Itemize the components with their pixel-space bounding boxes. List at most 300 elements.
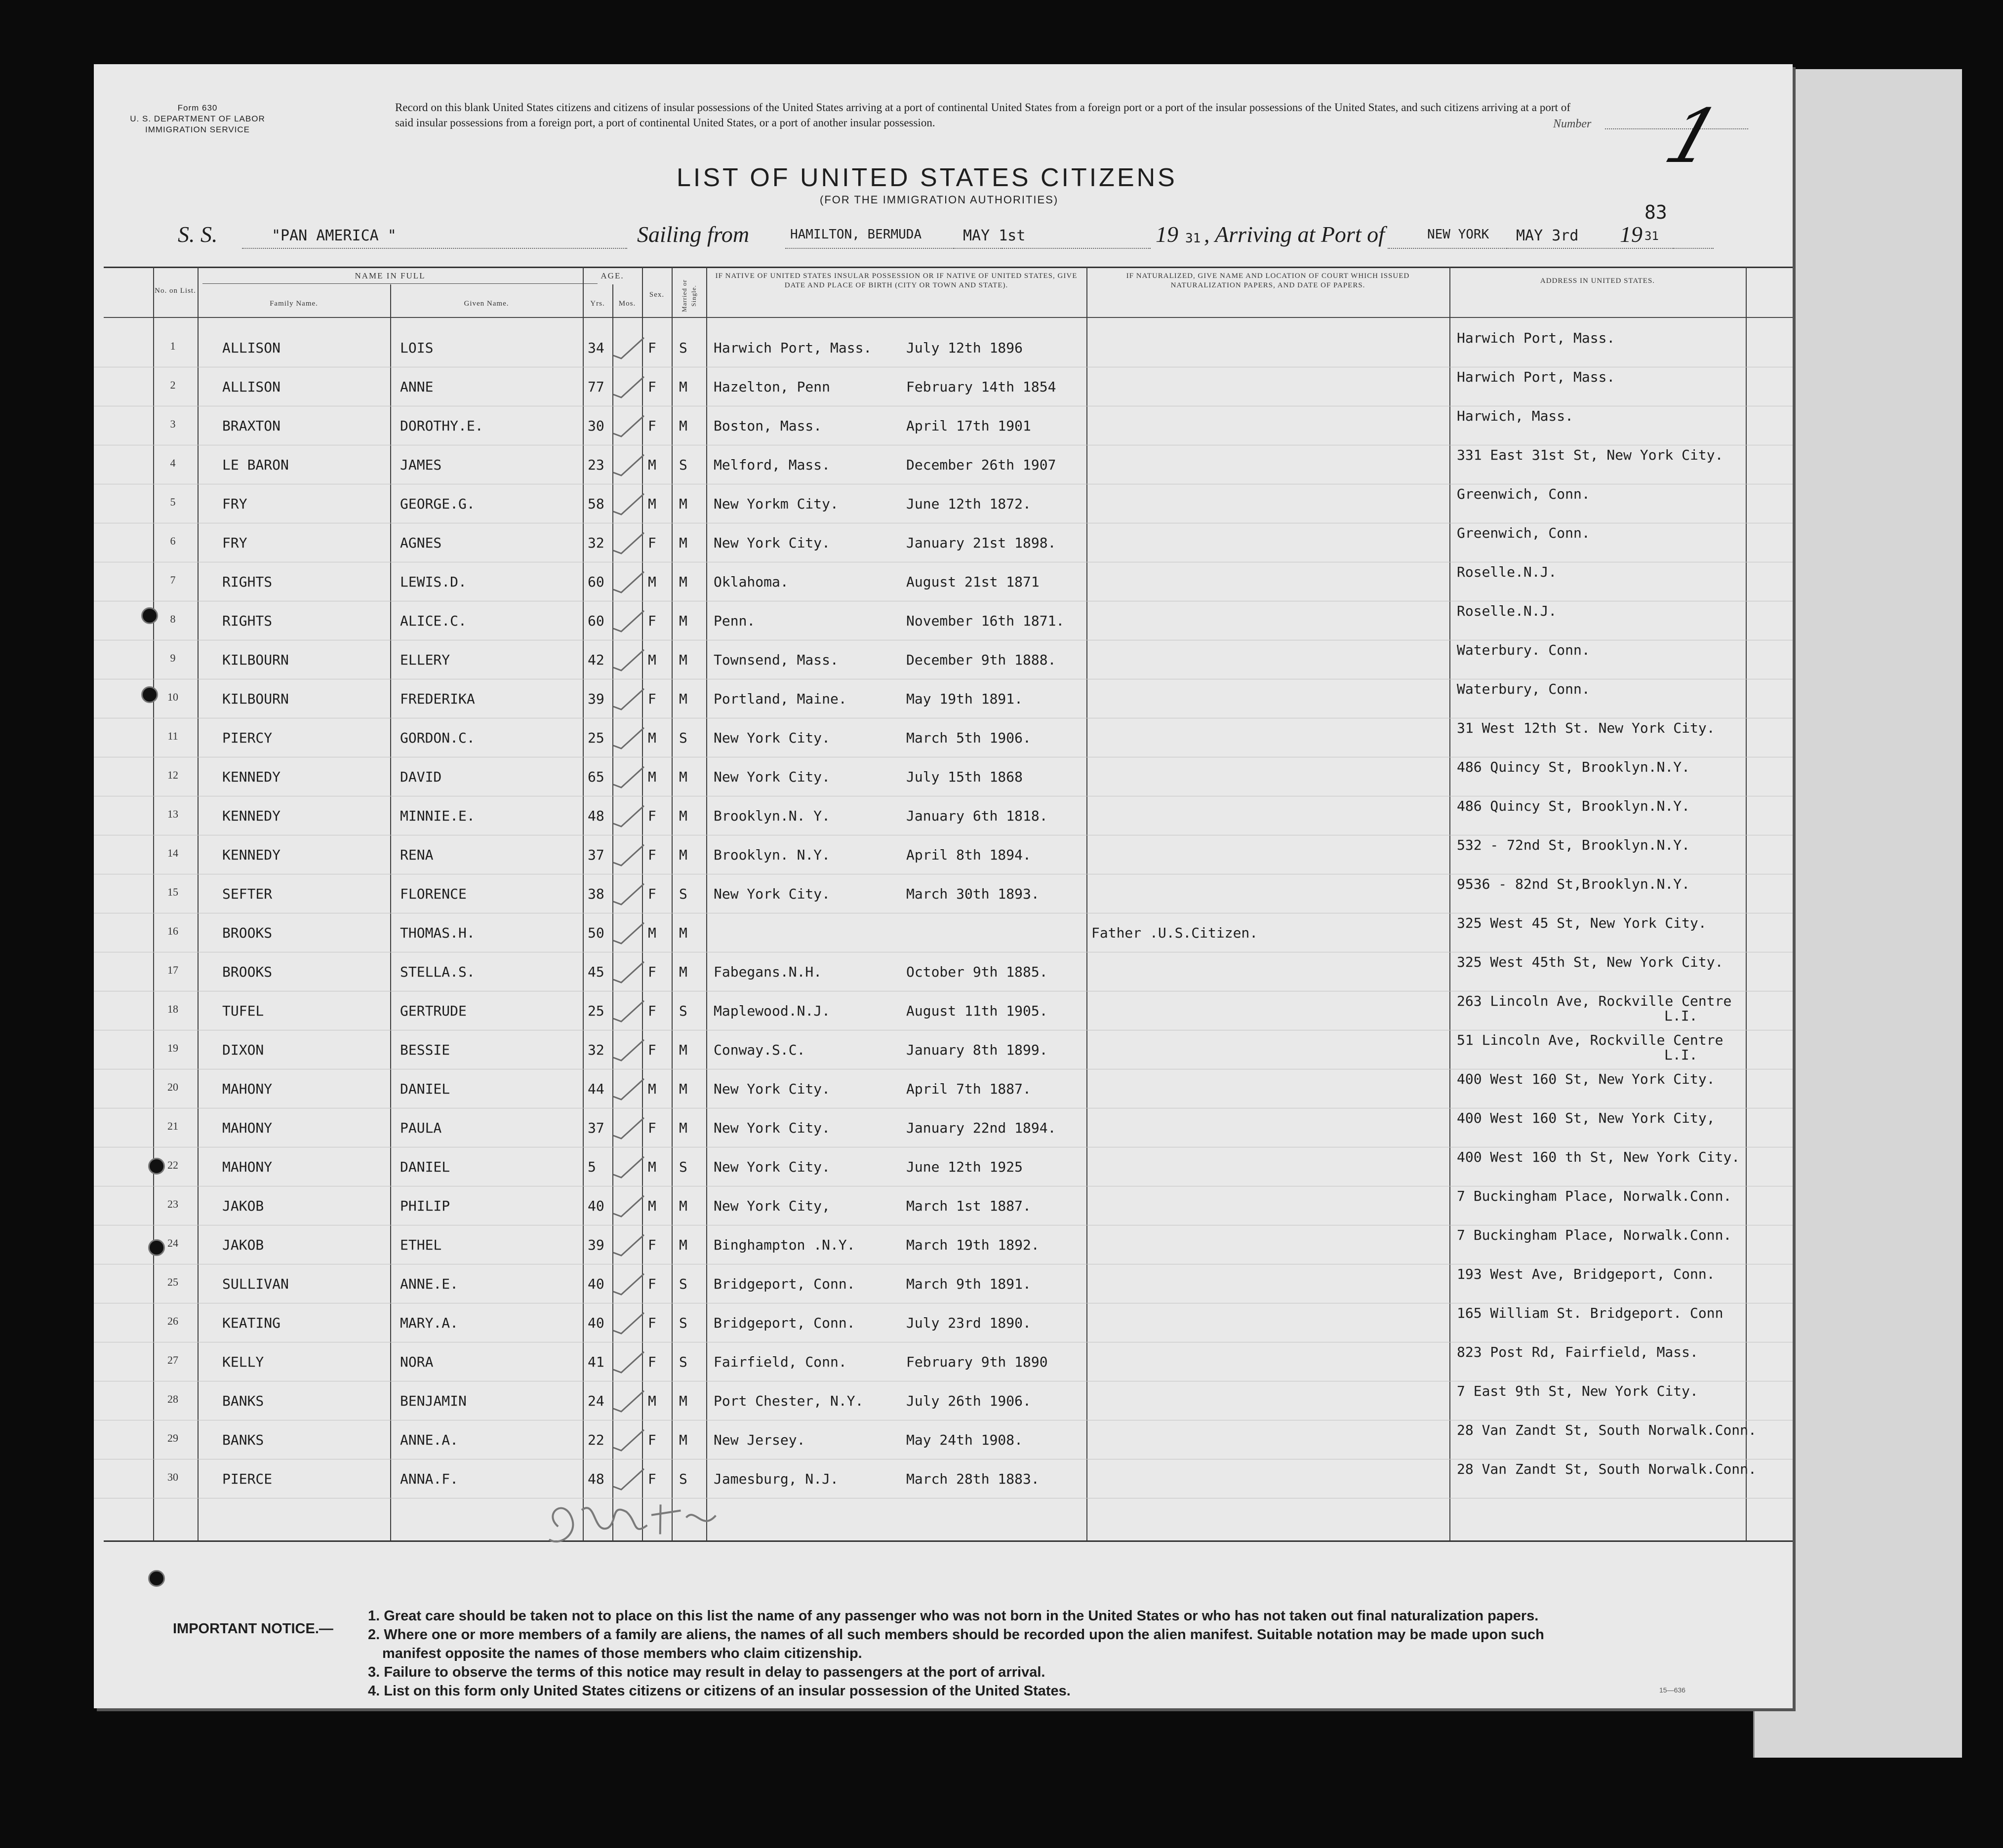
- given-name: MINNIE.E.: [400, 808, 475, 824]
- address: 532 - 72nd St, Brooklyn.N.Y.: [1457, 837, 1690, 853]
- col-sep-2: [198, 267, 199, 1540]
- marital-status: M: [679, 847, 687, 863]
- birth-date: April 17th 1901: [906, 418, 1031, 434]
- birth-place: New York City.: [714, 1081, 831, 1097]
- birth-place: Harwich Port, Mass.: [714, 340, 872, 356]
- col-yrs-header: Yrs.: [590, 300, 605, 308]
- sail-year: 31: [1185, 231, 1201, 246]
- col-mos-header: Mos.: [618, 300, 636, 308]
- sex: F: [648, 1237, 656, 1253]
- family-name: MAHONY: [222, 1120, 273, 1136]
- family-name: PIERCE: [222, 1471, 273, 1487]
- row-number: 10: [167, 691, 178, 703]
- age-years: 32: [588, 1042, 604, 1058]
- birth-date: July 15th 1868: [906, 769, 1023, 785]
- given-name: BENJAMIN: [400, 1393, 467, 1409]
- marital-status: M: [679, 769, 687, 785]
- department: U. S. DEPARTMENT OF LABOR: [130, 114, 265, 123]
- family-name: KEATING: [222, 1315, 281, 1331]
- marital-status: M: [679, 1081, 687, 1097]
- check-mark-icon: [611, 1233, 646, 1260]
- birth-place: New Jersey.: [714, 1432, 805, 1448]
- check-mark-icon: [611, 492, 646, 519]
- birth-place: Boston, Mass.: [714, 418, 822, 434]
- address: Waterbury. Conn.: [1457, 642, 1590, 658]
- birth-date: March 19th 1892.: [906, 1237, 1040, 1253]
- birth-place: Port Chester, N.Y.: [714, 1393, 864, 1409]
- row-number: 12: [167, 769, 178, 781]
- arrival-port: NEW YORK: [1427, 227, 1489, 242]
- age-years: 77: [588, 379, 604, 395]
- marital-status: S: [679, 340, 687, 356]
- marital-status: M: [679, 925, 687, 941]
- row-number: 27: [167, 1354, 178, 1366]
- given-name: BESSIE: [400, 1042, 450, 1058]
- table-header-rule: [104, 317, 1793, 318]
- family-name: RIGHTS: [222, 613, 273, 629]
- address: 165 William St. Bridgeport. Conn: [1457, 1305, 1723, 1321]
- marital-status: M: [679, 418, 687, 434]
- birth-date: August 21st 1871: [906, 574, 1040, 590]
- given-name: ETHEL: [400, 1237, 442, 1253]
- family-name: PIERCY: [222, 730, 273, 746]
- row-number: 14: [167, 847, 178, 859]
- sex: F: [648, 691, 656, 707]
- marital-status: S: [679, 1354, 687, 1370]
- given-name: STELLA.S.: [400, 964, 475, 980]
- given-name: NORA: [400, 1354, 434, 1370]
- marital-status: M: [679, 535, 687, 551]
- birth-date: June 12th 1925: [906, 1159, 1023, 1175]
- col-family-header: Family Name.: [270, 300, 318, 308]
- age-years: 32: [588, 535, 604, 551]
- marital-status: M: [679, 964, 687, 980]
- given-name: FREDERIKA: [400, 691, 475, 707]
- sex: M: [648, 652, 656, 668]
- address: Roselle.N.J.: [1457, 564, 1557, 580]
- family-name: BRAXTON: [222, 418, 281, 434]
- birth-place: New York City.: [714, 535, 831, 551]
- row-number: 9: [170, 652, 176, 664]
- birth-date: March 30th 1893.: [906, 886, 1040, 902]
- col-birth-header: IF NATIVE OF UNITED STATES INSULAR POSSESSION OR IF NATIVE OF UNITED STATES, GIVE DATE AND PLACE OF BIRTH (CITY OR TOWN AND STATE).: [715, 272, 1078, 289]
- birth-place: Penn.: [714, 613, 756, 629]
- age-years: 42: [588, 652, 604, 668]
- given-name: GERTRUDE: [400, 1003, 467, 1019]
- family-name: DIXON: [222, 1042, 264, 1058]
- family-name: KENNEDY: [222, 808, 281, 824]
- row-number: 23: [167, 1198, 178, 1210]
- col-sex-header: Sex.: [649, 291, 665, 299]
- check-mark-icon: [611, 999, 646, 1026]
- birth-place: New Yorkm City.: [714, 496, 839, 512]
- marital-status: S: [679, 886, 687, 902]
- birth-place: Conway.S.C.: [714, 1042, 805, 1058]
- check-mark-icon: [611, 1428, 646, 1455]
- address: 486 Quincy St, Brooklyn.N.Y.: [1457, 798, 1690, 814]
- family-name: BROOKS: [222, 964, 273, 980]
- address: Roselle.N.J.: [1457, 603, 1557, 619]
- name-sub-rule: [202, 283, 598, 284]
- check-mark-icon: [611, 1038, 646, 1065]
- row-number: 25: [167, 1276, 178, 1288]
- family-name: KILBOURN: [222, 652, 289, 668]
- address: 486 Quincy St, Brooklyn.N.Y.: [1457, 759, 1690, 775]
- birth-place: Oklahoma.: [714, 574, 789, 590]
- address: 263 Lincoln Ave, Rockville Centre: [1457, 993, 1732, 1009]
- marital-status: S: [679, 457, 687, 473]
- given-name: ALICE.C.: [400, 613, 467, 629]
- birth-date: February 9th 1890: [906, 1354, 1048, 1370]
- age-years: 58: [588, 496, 604, 512]
- family-name: BROOKS: [222, 925, 273, 941]
- col-sep-10: [1449, 267, 1450, 1540]
- sex: M: [648, 496, 656, 512]
- punch-hole: [148, 1570, 165, 1587]
- check-mark-icon: [611, 648, 646, 675]
- check-mark-icon: [611, 687, 646, 714]
- age-years: 39: [588, 1237, 604, 1253]
- age-years: 50: [588, 925, 604, 941]
- birth-place: New York City,: [714, 1198, 831, 1214]
- col-no-header: No. on List.: [155, 287, 196, 295]
- given-name: JAMES: [400, 457, 442, 473]
- family-name: MAHONY: [222, 1159, 273, 1175]
- punch-hole: [148, 1158, 165, 1175]
- birth-date: March 9th 1891.: [906, 1276, 1031, 1292]
- marital-status: S: [679, 1159, 687, 1175]
- sex: F: [648, 1432, 656, 1448]
- marital-status: M: [679, 613, 687, 629]
- birth-date: November 16th 1871.: [906, 613, 1065, 629]
- given-name: ANNE.A.: [400, 1432, 459, 1448]
- address: Waterbury, Conn.: [1457, 681, 1590, 697]
- age-years: 60: [588, 574, 604, 590]
- col-naturalized-header: IF NATURALIZED, GIVE NAME AND LOCATION OF COURT WHICH ISSUED NATURALIZATION PAPERS, AND DATE OF PAPERS.: [1126, 272, 1410, 289]
- age-years: 30: [588, 418, 604, 434]
- marital-status: M: [679, 496, 687, 512]
- check-mark-icon: [611, 921, 646, 948]
- row-number: 3: [170, 418, 176, 430]
- sex: F: [648, 1471, 656, 1487]
- age-years: 44: [588, 1081, 604, 1097]
- row-number: 6: [170, 535, 176, 547]
- row-number: 19: [167, 1042, 178, 1054]
- sex: M: [648, 925, 656, 941]
- birth-date: April 7th 1887.: [906, 1081, 1031, 1097]
- notice-item-1: 1. Great care should be taken not to place on this list the name of any passenger who was not born in the United States or who has not taken out final naturalization papers.: [368, 1608, 1539, 1624]
- given-name: DANIEL: [400, 1081, 450, 1097]
- form-id: Form 630: [177, 103, 218, 113]
- marital-status: M: [679, 379, 687, 395]
- col-address-header: ADDRESS IN UNITED STATES.: [1540, 277, 1655, 285]
- sex: F: [648, 1003, 656, 1019]
- check-mark-icon: [611, 843, 646, 870]
- sex: F: [648, 379, 656, 395]
- address: 193 West Ave, Bridgeport, Conn.: [1457, 1266, 1715, 1282]
- marital-status: M: [679, 652, 687, 668]
- address: 9536 - 82nd St,Brooklyn.N.Y.: [1457, 876, 1690, 892]
- age-years: 60: [588, 613, 604, 629]
- row-number: 18: [167, 1003, 178, 1015]
- address: 7 Buckingham Place, Norwalk.Conn.: [1457, 1227, 1732, 1243]
- check-mark-icon: [611, 1272, 646, 1299]
- birth-date: July 12th 1896: [906, 340, 1023, 356]
- marital-status: M: [679, 574, 687, 590]
- col-sep-9: [1086, 267, 1087, 1540]
- age-years: 37: [588, 1120, 604, 1136]
- age-years: 39: [588, 691, 604, 707]
- check-mark-icon: [611, 375, 646, 402]
- given-name: ELLERY: [400, 652, 450, 668]
- row-number: 11: [167, 730, 178, 742]
- marital-status: M: [679, 1393, 687, 1409]
- sex: F: [648, 535, 656, 551]
- birth-place: Portland, Maine.: [714, 691, 847, 707]
- marital-status: S: [679, 1315, 687, 1331]
- row-number: 7: [170, 574, 176, 586]
- birth-date: April 8th 1894.: [906, 847, 1031, 863]
- address-line-2: L.I.: [1664, 1047, 1698, 1063]
- family-name: RIGHTS: [222, 574, 273, 590]
- address: 325 West 45 St, New York City.: [1457, 915, 1707, 931]
- family-name: LE BARON: [222, 457, 289, 473]
- address: 7 Buckingham Place, Norwalk.Conn.: [1457, 1188, 1732, 1204]
- check-mark-icon: [611, 1077, 646, 1104]
- notice-item-2: 2. Where one or more members of a family are aliens, the names of all such members should be recorded upon the alien manifest. Suitable notation may be made upon such: [368, 1627, 1544, 1643]
- given-name: GORDON.C.: [400, 730, 475, 746]
- address-line-2: L.I.: [1664, 1008, 1698, 1024]
- address: 7 East 9th St, New York City.: [1457, 1383, 1698, 1399]
- birth-place: Brooklyn. N.Y.: [714, 847, 831, 863]
- birth-date: July 23rd 1890.: [906, 1315, 1031, 1331]
- family-name: KENNEDY: [222, 847, 281, 863]
- sex: F: [648, 1120, 656, 1136]
- birth-date: January 22nd 1894.: [906, 1120, 1056, 1136]
- ship-line: [242, 248, 627, 249]
- row-number: 26: [167, 1315, 178, 1327]
- col-sep-11: [1746, 267, 1747, 1540]
- birth-place: Binghampton .N.Y.: [714, 1237, 855, 1253]
- row-number: 30: [167, 1471, 178, 1483]
- sex: F: [648, 964, 656, 980]
- age-years: 45: [588, 964, 604, 980]
- given-name: FLORENCE: [400, 886, 467, 902]
- age-years: 23: [588, 457, 604, 473]
- family-name: SULLIVAN: [222, 1276, 289, 1292]
- given-name: ANNE: [400, 379, 434, 395]
- age-years: 25: [588, 1003, 604, 1019]
- arriving-label: , Arriving at Port of: [1204, 222, 1385, 247]
- given-name: GEORGE.G.: [400, 496, 475, 512]
- given-name: RENA: [400, 847, 434, 863]
- address: 400 West 160 St, New York City.: [1457, 1071, 1715, 1087]
- check-mark-icon: [611, 414, 646, 441]
- row-number: 15: [167, 886, 178, 898]
- address: Greenwich, Conn.: [1457, 525, 1590, 541]
- given-name: PAULA: [400, 1120, 442, 1136]
- family-name: KELLY: [222, 1354, 264, 1370]
- arrival-date: MAY 3rd: [1516, 227, 1579, 244]
- given-name: THOMAS.H.: [400, 925, 475, 941]
- arrival-year-stamp: 83: [1644, 201, 1667, 223]
- address: 331 East 31st St, New York City.: [1457, 447, 1723, 463]
- address: Harwich Port, Mass.: [1457, 330, 1615, 346]
- notice-item-2-cont: manifest opposite the names of those members who claim citizenship.: [382, 1646, 862, 1661]
- check-mark-icon: [611, 1116, 646, 1143]
- birth-date: October 9th 1885.: [906, 964, 1048, 980]
- family-name: ALLISON: [222, 340, 281, 356]
- marital-status: M: [679, 1432, 687, 1448]
- prelude-text: Record on this blank United States citizens and citizens of insular possessions of the United States arriving at a port of continental United States from a foreign port or a port of the insular possessions of the United States, and such citizens arriving at a port of said insular possessions from a foreign port, a port of continental United States, or a port of another insular possession.: [395, 101, 1570, 129]
- table-top-rule: [104, 267, 1793, 268]
- birth-date: June 12th 1872.: [906, 496, 1031, 512]
- from-port: HAMILTON, BERMUDA: [790, 227, 922, 242]
- address: 400 West 160 th St, New York City.: [1457, 1149, 1740, 1165]
- family-name: TUFEL: [222, 1003, 264, 1019]
- check-mark-icon: [611, 453, 646, 480]
- check-mark-icon: [611, 570, 646, 597]
- signature: [536, 1479, 748, 1566]
- sex: F: [648, 613, 656, 629]
- birth-place: Brooklyn.N. Y.: [714, 808, 831, 824]
- age-years: 22: [588, 1432, 604, 1448]
- marital-status: M: [679, 1042, 687, 1058]
- birth-date: March 5th 1906.: [906, 730, 1031, 746]
- age-years: 40: [588, 1276, 604, 1292]
- row-number: 21: [167, 1120, 178, 1132]
- marital-status: S: [679, 730, 687, 746]
- age-years: 48: [588, 1471, 604, 1487]
- given-name: LEWIS.D.: [400, 574, 467, 590]
- address: 28 Van Zandt St, South Norwalk.Conn.: [1457, 1461, 1757, 1477]
- sex: F: [648, 1315, 656, 1331]
- birth-date: December 26th 1907: [906, 457, 1056, 473]
- family-name: BANKS: [222, 1393, 264, 1409]
- row-number: 1: [170, 340, 176, 352]
- sex: M: [648, 1159, 656, 1175]
- given-name: DAVID: [400, 769, 442, 785]
- sailing-label: Sailing from: [637, 222, 750, 247]
- birth-place: New York City.: [714, 1120, 831, 1136]
- check-mark-icon: [611, 765, 646, 792]
- sex: F: [648, 886, 656, 902]
- birth-date: December 9th 1888.: [906, 652, 1056, 668]
- row-number: 16: [167, 925, 178, 937]
- birth-place: Bridgeport, Conn.: [714, 1315, 855, 1331]
- sex: M: [648, 1393, 656, 1409]
- row-number: 17: [167, 964, 178, 976]
- sex: F: [648, 1354, 656, 1370]
- service: IMMIGRATION SERVICE: [145, 125, 250, 134]
- check-mark-icon: [611, 960, 646, 987]
- col-sep-3: [390, 284, 391, 1540]
- marital-status: M: [679, 1198, 687, 1214]
- given-name: LOIS: [400, 340, 434, 356]
- col-married-header: Married or Single.: [681, 279, 697, 312]
- row-number: 28: [167, 1393, 178, 1405]
- sex: M: [648, 457, 656, 473]
- birth-place: New York City.: [714, 1159, 831, 1175]
- col-given-header: Given Name.: [464, 300, 509, 308]
- check-mark-icon: [611, 804, 646, 831]
- address: 28 Van Zandt St, South Norwalk.Conn.: [1457, 1422, 1757, 1438]
- address: Greenwich, Conn.: [1457, 486, 1590, 502]
- given-name: DANIEL: [400, 1159, 450, 1175]
- family-name: BANKS: [222, 1432, 264, 1448]
- age-years: 25: [588, 730, 604, 746]
- birth-place: Fabegans.N.H.: [714, 964, 822, 980]
- notice-item-3: 3. Failure to observe the terms of this notice may result in delay to passengers at the port of arrival.: [368, 1664, 1045, 1680]
- row-number: 13: [167, 808, 178, 820]
- age-years: 38: [588, 886, 604, 902]
- check-mark-icon: [611, 1311, 646, 1338]
- row-number: 8: [170, 613, 176, 625]
- family-name: ALLISON: [222, 379, 281, 395]
- sex: F: [648, 1042, 656, 1058]
- family-name: JAKOB: [222, 1237, 264, 1253]
- sex: F: [648, 808, 656, 824]
- row-number: 24: [167, 1237, 178, 1249]
- check-mark-icon: [611, 882, 646, 909]
- address: 325 West 45th St, New York City.: [1457, 954, 1723, 970]
- sail-date: MAY 1st: [963, 227, 1026, 244]
- check-mark-icon: [611, 336, 646, 363]
- notice-label: IMPORTANT NOTICE.—: [173, 1621, 333, 1637]
- age-years: 37: [588, 847, 604, 863]
- sex: M: [648, 1198, 656, 1214]
- birth-date: March 28th 1883.: [906, 1471, 1040, 1487]
- check-mark-icon: [611, 1350, 646, 1377]
- sex: M: [648, 574, 656, 590]
- table-bottom-rule: [104, 1540, 1793, 1542]
- birth-date: January 8th 1899.: [906, 1042, 1048, 1058]
- birth-date: May 24th 1908.: [906, 1432, 1023, 1448]
- row-number: 4: [170, 457, 176, 469]
- given-name: PHILIP: [400, 1198, 450, 1214]
- address: 51 Lincoln Ave, Rockville Centre: [1457, 1032, 1723, 1048]
- date-line: [953, 248, 1151, 249]
- given-name: DOROTHY.E.: [400, 418, 483, 434]
- birth-date: February 14th 1854: [906, 379, 1056, 395]
- age-years: 40: [588, 1315, 604, 1331]
- birth-place: New York City.: [714, 730, 831, 746]
- family-name: MAHONY: [222, 1081, 273, 1097]
- ship-name: "PAN AMERICA ": [272, 227, 397, 244]
- punch-hole: [148, 1239, 165, 1256]
- age-years: 41: [588, 1354, 604, 1370]
- row-number: 20: [167, 1081, 178, 1093]
- col-age-header: AGE.: [601, 271, 624, 280]
- given-name: MARY.A.: [400, 1315, 459, 1331]
- arrival-year-prefix: 19: [1620, 222, 1642, 247]
- birth-date: August 11th 1905.: [906, 1003, 1048, 1019]
- number-label: Number: [1553, 118, 1592, 130]
- birth-date: January 21st 1898.: [906, 535, 1056, 551]
- marital-status: S: [679, 1471, 687, 1487]
- marital-status: M: [679, 691, 687, 707]
- birth-place: Maplewood.N.J.: [714, 1003, 831, 1019]
- sex: F: [648, 418, 656, 434]
- ss-label: S. S.: [178, 222, 218, 247]
- notice-item-4: 4. List on this form only United States citizens or citizens of an insular possession of the United States.: [368, 1683, 1071, 1699]
- birth-place: Fairfield, Conn.: [714, 1354, 847, 1370]
- address: 31 West 12th St. New York City.: [1457, 720, 1715, 736]
- check-mark-icon: [611, 609, 646, 636]
- birth-date: January 6th 1818.: [906, 808, 1048, 824]
- given-name: ANNA.F.: [400, 1471, 459, 1487]
- birth-date: July 26th 1906.: [906, 1393, 1031, 1409]
